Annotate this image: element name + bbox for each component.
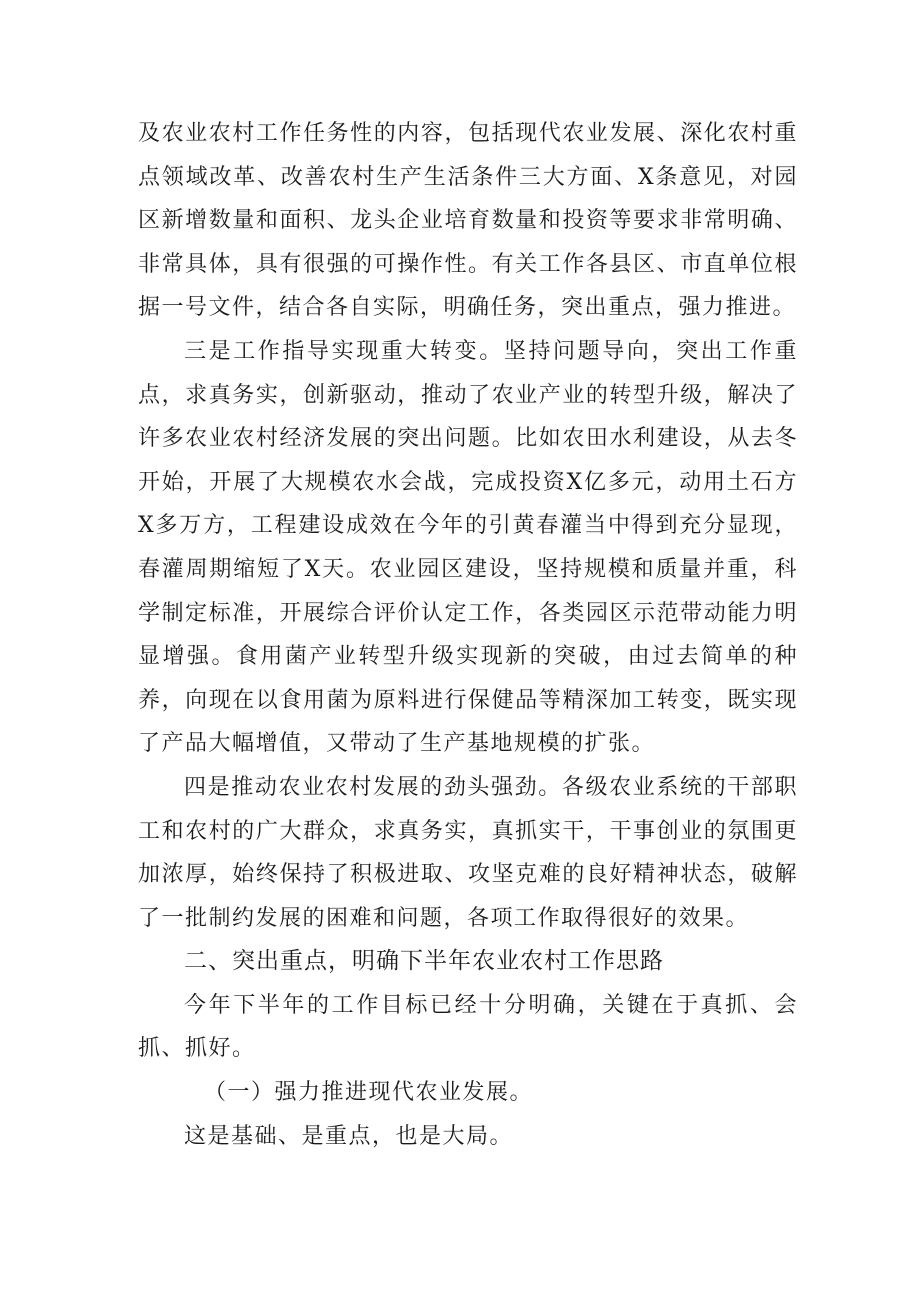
paragraph-work-guidance: 三是工作指导实现重大转变。坚持问题导向，突出工作重点，求真务实，创新驱动，推动了农业产业的转型升级，解决了许多农业农村经济发展的突出问题。比如农田水利建设，从去冬开始，开展了大规模农水会战，完成投资X亿多元，动用土石方X多万方，工程建设成效在今年的引黄春灌当中得到充分显现，春灌周期缩短了X天。农业园区建设，坚持规模和质量并重，科学制定标准，开展综合评价认定工作，各类园区示范带动能力明显增强。食用菌产业转型升级实现新的突破，由过去简单的种养，向现在以食用菌为原料进行保健品等精深加工转变，既实现了产品大幅增值，又带动了生产基地规模的扩张。 bbox=[138, 338, 798, 757]
section-heading-two: 二、突出重点，明确下半年农业农村工作思路 bbox=[184, 948, 664, 975]
paragraph-development-momentum: 四是推动农业农村发展的劲头强劲。各级农业系统的干部职工和农村的广大群众，求真务实，真抓实干，干事创业的氛围更加浓厚，始终保持了积极进取、攻坚克难的良好精神状态，破解了一批制约发展的困难和问题，各项工作取得很好的效果。 bbox=[138, 774, 798, 931]
paragraph-tasks-content: 及农业农村工作任务性的内容，包括现代农业发展、深化农村重点领域改革、改善农村生产生活条件三大方面、X条意见，对园区新增数量和面积、龙头企业培育数量和投资等要求非常明确、非常具体，具有很强的可操作性。有关工作各县区、市直单位根据一号文件，结合各自实际，明确任务，突出重点，强力推进。 bbox=[138, 121, 798, 321]
subheading-modern-agriculture: （一）强力推进现代农业发展。 bbox=[204, 1080, 534, 1106]
document-body bbox=[138, 112, 798, 1158]
paragraph-second-half-goals: 今年下半年的工作目标已经十分明确，关键在于真抓、会抓、抓好。 bbox=[138, 992, 798, 1062]
paragraph-foundation: 这是基础、是重点，也是大局。 bbox=[184, 1123, 514, 1149]
